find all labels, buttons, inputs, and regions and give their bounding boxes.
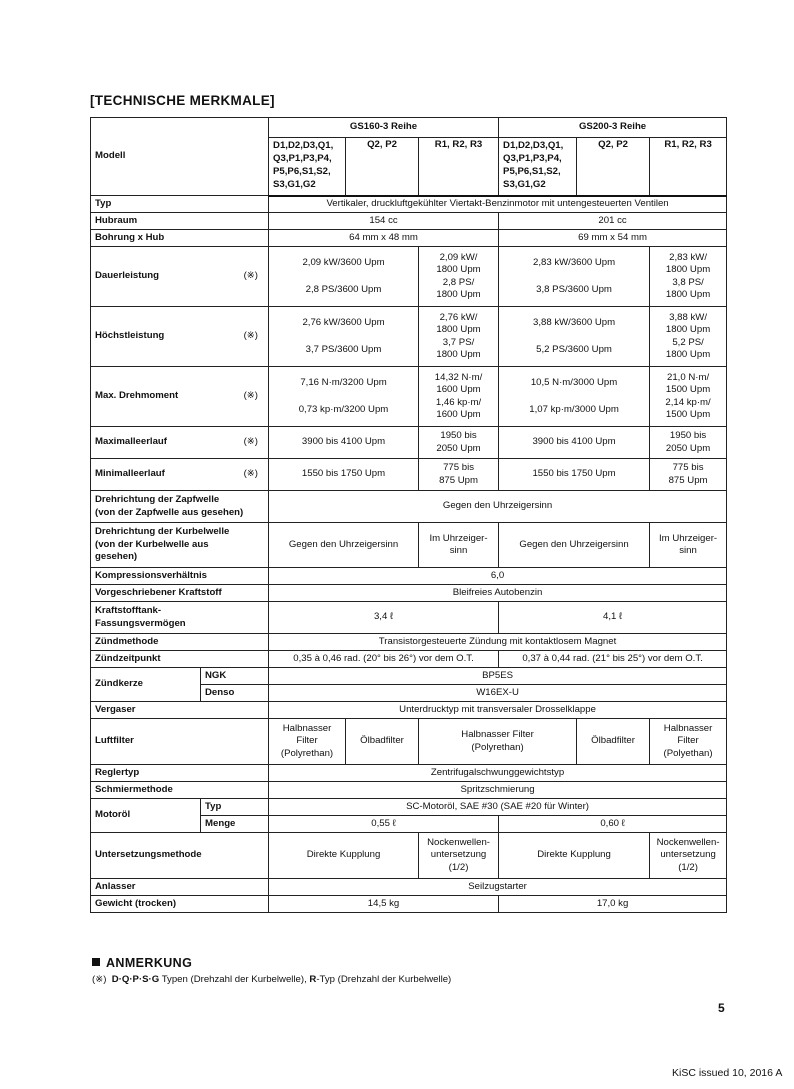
row-schmiermethode: Schmiermethode Spritzschmierung [91,782,727,799]
gs160-r-models: R1, R2, R3 [419,138,499,196]
page-title: [TECHNISCHE MERKMALE] [90,93,275,108]
row-kompression: Kompressionsverhältnis 6,0 [91,568,727,585]
bullet-square-icon [92,958,100,966]
row-kraftstoff: Vorgeschriebener Kraftstoff Bleifreies Autobenzin [91,585,727,602]
spec-table [90,117,727,913]
gs160-d-models: D1,D2,D3,Q1, Q3,P1,P3,P4, P5,P6,S1,S2, S3,G1,G2 [269,138,346,196]
row-zapfwelle: Drehrichtung der Zapfwelle (von der Zapfwelle aus gesehen) Gegen den Uhrzeigersinn [91,491,727,523]
row-maximalleerlauf: Maximalleerlauf (※) 3900 bis 4100 Upm 1950 bis 2050 Upm 3900 bis 4100 Upm 1950 bis 2050 Upm [91,427,727,459]
row-luftfilter: Luftfilter Halbnasser Filter (Polyrethan) Ölbadfilter Halbnasser Filter (Polyrethan) Ölbadfilter Halbnasser Filter (Polyethan) [91,719,727,765]
row-zuendkerze-denso: Denso W16EX-U [91,685,727,702]
row-vergaser: Vergaser Unterdrucktyp mit transversaler Drosselklappe [91,702,727,719]
modell-label: Modell [91,118,269,196]
row-drehmoment: Max. Drehmoment (※) 7,16 N·m/3200 Upm 0,73 kp·m/3200 Upm 14,32 N·m/ 1600 Upm 1,46 kp·m/ 1600 Upm 10,5 N·m/3000 Upm 1,07 kp·m/3000 Upm 21,0 N·m/ 1500 Upm 2,14 kp·m/ 1500 Upm [91,367,727,427]
gs160-q-models: Q2, P2 [346,138,419,196]
note-heading: ANMERKUNG [92,956,192,970]
row-zuendmethode: Zündmethode Transistorgesteuerte Zündung mit kontaktlosem Magnet [91,634,727,651]
gs200-d-models: D1,D2,D3,Q1, Q3,P1,P3,P4, P5,P6,S1,S2, S3,G1,G2 [499,138,577,196]
row-reglertyp: Reglertyp Zentrifugalschwunggewichtstyp [91,765,727,782]
row-zuendzeitpunkt: Zündzeitpunkt 0,35 à 0,46 rad. (20° bis 26°) vor dem O.T. 0,37 à 0,44 rad. (21° bis 25°) vor dem O.T. [91,651,727,668]
gs200-r-models: R1, R2, R3 [650,138,727,196]
gs200-header: GS200-3 Reihe [499,118,727,138]
row-motoroel-menge: Menge 0,55 ℓ 0,60 ℓ [91,816,727,833]
row-untersetzung: Untersetzungsmethode Direkte Kupplung Nockenwellen- untersetzung (1/2) Direkte Kupplung Nockenwellen- untersetzung (1/2) [91,833,727,879]
row-gewicht: Gewicht (trocken) 14,5 kg 17,0 kg [91,896,727,913]
footer-issue: KiSC issued 10, 2016 A [672,1067,783,1079]
row-tank: Kraftstofftank- Fassungsvermögen 3,4 ℓ 4,1 ℓ [91,602,727,634]
gs160-header: GS160-3 Reihe [269,118,499,138]
note-text: (※) D·Q·P·S·G Typen (Drehzahl der Kurbelwelle), R-Typ (Drehzahl der Kurbelwelle) [92,974,452,985]
row-typ: Typ Vertikaler, druckluftgekühlter Viertakt-Benzinmotor mit untengesteuerten Ventilen [91,196,727,213]
row-dauerleistung: Dauerleistung (※) 2,09 kW/3600 Upm 2,8 PS/3600 Upm 2,09 kW/ 1800 Upm 2,8 PS/ 1800 Upm 2,83 kW/3600 Upm 3,8 PS/3600 Upm 2,83 kW/ 1800 Upm 3,8 PS/ 1800 Upm [91,247,727,307]
row-hoechstleistung: Höchstleistung (※) 2,76 kW/3600 Upm 3,7 PS/3600 Upm 2,76 kW/ 1800 Upm 3,7 PS/ 1800 Upm 3,88 kW/3600 Upm 5,2 PS/3600 Upm 3,88 kW/ 1800 Upm 5,2 PS/ 1800 Upm [91,307,727,367]
row-bohrung: Bohrung x Hub 64 mm x 48 mm 69 mm x 54 mm [91,230,727,247]
row-motoroel-typ: Motoröl Typ SC-Motoröl, SAE #30 (SAE #20 für Winter) [91,799,727,816]
row-minimalleerlauf: Minimalleerlauf (※) 1550 bis 1750 Upm 775 bis 875 Upm 1550 bis 1750 Upm 775 bis 875 Upm [91,459,727,491]
row-anlasser: Anlasser Seilzugstarter [91,879,727,896]
row-hubraum: Hubraum 154 cc 201 cc [91,213,727,230]
row-kurbelwelle: Drehrichtung der Kurbelwelle (von der Kurbelwelle aus gesehen) Gegen den Uhrzeigersinn Im Uhrzeiger- sinn Gegen den Uhrzeigersinn Im Uhrzeiger- sinn [91,523,727,568]
gs200-q-models: Q2, P2 [577,138,650,196]
page-number: 5 [718,1001,725,1015]
row-zuendkerze-ngk: Zündkerze NGK BP5ES [91,668,727,685]
